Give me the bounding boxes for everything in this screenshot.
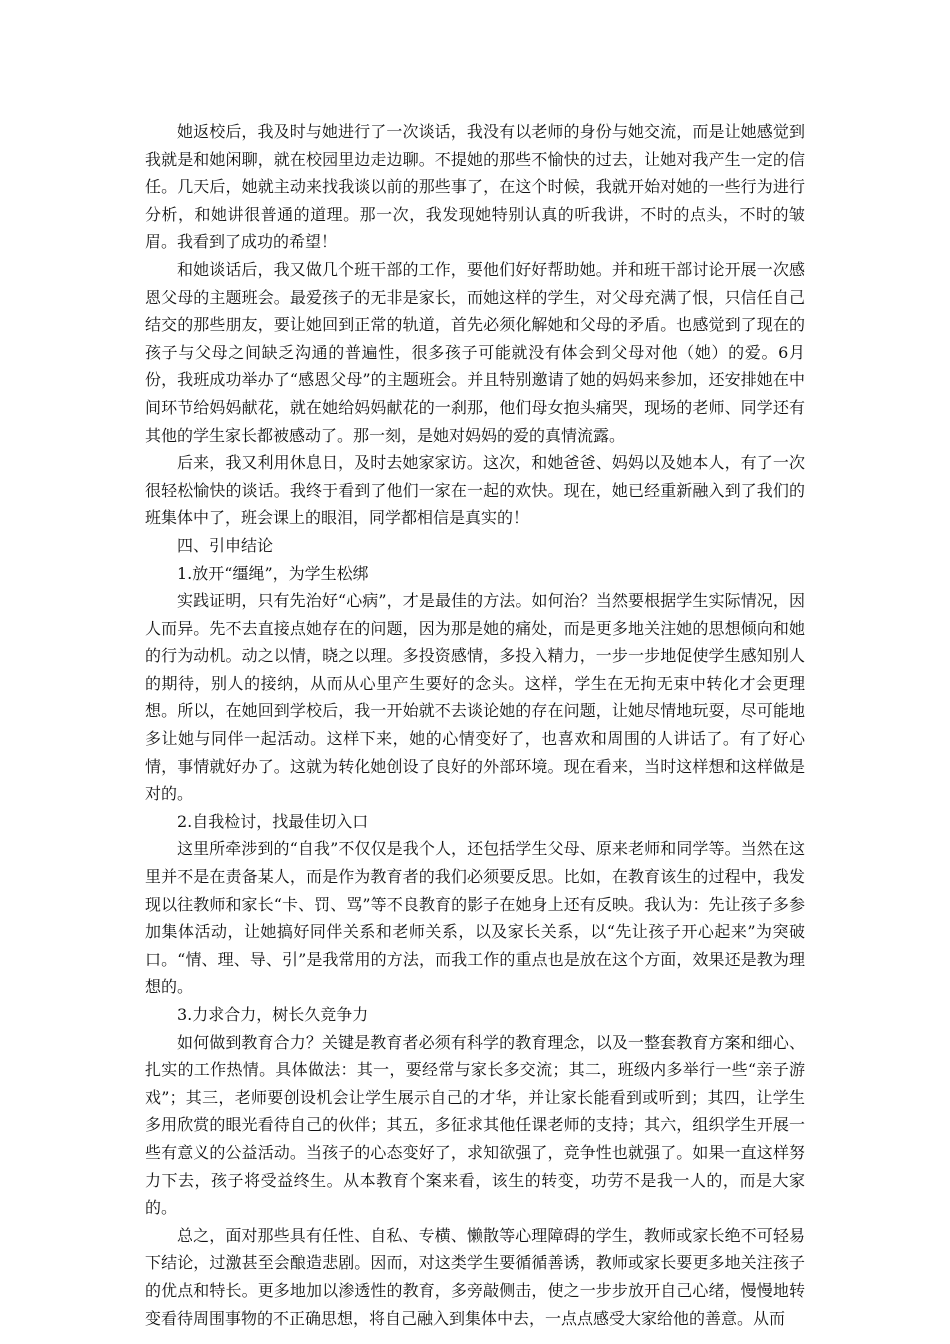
paragraph-class-meeting: 和她谈话后，我又做几个班干部的工作，要他们好好帮助她。并和班干部讨论开展一次感恩父母的主题班会。最爱孩子的无非是家长，而她这样的学生，对父母充满了恨，只信任自己结交的那些朋友，要让她回到正常的轨道，首先必须化解她和父母的矛盾。也感觉到了现在的孩子与父母之间缺乏沟通的普遍性，很多孩子可能就没有体会到父母对他（她）的爱。6月份，我班成功举办了“感恩父母”的主题班会。并且特别邀请了她的妈妈来参加，还安排她在中间环节给妈妈献花，就在她给妈妈献花的一刹那，他们母女抱头痛哭，现场的老师、同学还有其他的学生家长都被感动了。那一刻，是她对妈妈的爱的真情流露。 xyxy=(145,259,805,445)
subheading-3: 3.力求合力，树长久竞争力 xyxy=(177,1005,369,1024)
paragraph-home-visit: 后来，我又利用休息日，及时去她家家访。这次，和她爸爸、妈妈以及她本人，有了一次很轻松愉快的谈话。我终于看到了他们一家在一起的欢快。现在，她已经重新融入到了我们的班集体中了，班会课上的眼泪，同学都相信是真实的！ xyxy=(145,453,805,528)
paragraph-self-review: 这里所牵涉到的“自我”不仅仅是我个人，还包括学生父母、原来老师和同学等。当然在这里并不是在责备某人，而是作为教育者的我们必须要反思。比如，在教育该生的过程中，我发现以往教师和家长“卡、罚、骂”等不良教育的影子在她身上还有反映。我认为：先让孩子多参加集体活动，让她搞好同伴关系和老师关系，以及家长关系，以“先让孩子开心起来”为突破口。“情、理、导、引”是我常用的方法，而我工作的重点也是放在这个方面，效果还是教为理想的。 xyxy=(145,839,805,997)
paragraph-practice-proves: 实践证明，只有先治好“心病”，才是最佳的方法。如何治？当然要根据学生实际情况，因人而异。先不去直接点她存在的问题，因为那是她的痛处，而是更多地关注她的思想倾向和她的行为动机。动之以情，晓之以理。多投资感情，多投入精力，一步一步地促使学生感知别人的期待，别人的接纳，从而从心里产生要好的念头。这样，学生在无拘无束中转化才会更理想。所以，在她回到学校后，我一开始就不去谈论她的存在问题，让她尽情地玩耍，尽可能地多让她与同伴一起活动。这样下来，她的心情变好了，也喜欢和周围的人讲话了。有了好心情，事情就好办了。这就为转化她创设了良好的外部环境。现在看来，当时这样想和这样做是对的。 xyxy=(145,591,805,804)
document-body xyxy=(145,118,805,1332)
subheading-2: 2.自我检讨，找最佳切入口 xyxy=(177,811,369,831)
subheading-1: 1.放开“缰绳”，为学生松绑 xyxy=(177,563,369,583)
paragraph-summary: 总之，面对那些具有任性、自私、专横、懒散等心理障碍的学生，教师或家长绝不可轻易下结论，过激甚至会酿造悲剧。因而，对这类学生要循循善诱，教师或家长要更多地关注孩子的优点和特长。更多地加以渗透性的教育，多旁敲侧击，使之一步步放开自己心绪，慢慢地转变看待周围事物的不正确思想，将自己融入到集体中去，一点点感受大家给他的善意。从而 xyxy=(145,1225,805,1328)
paragraph-return-to-school: 她返校后，我及时与她进行了一次谈话，我没有以老师的身份与她交流，而是让她感觉到我就是和她闲聊，就在校园里边走边聊。不提她的那些不愉快的过去，让她对我产生一定的信任。几天后，她就主动来找我谈以前的那些事了，在这个时候，我就开始对她的一些行为进行分析，和她讲很普通的道理。那一次，我发现她特别认真的听我讲，不时的点头，不时的皱眉。我看到了成功的希望！ xyxy=(145,122,805,252)
section-heading-conclusion: 四、引申结论 xyxy=(177,535,274,555)
paragraph-joint-effort: 如何做到教育合力？关键是教育者必须有科学的教育理念，以及一整套教育方案和细心、扎实的工作热情。具体做法：其一，要经常与家长多交流；其二，班级内多举行一些“亲子游戏”；其三，老师要创设机会让学生展示自己的才华，并让家长能看到或听到；其四，让学生多用欣赏的眼光看待自己的伙伴；其五，多征求其他任课老师的支持；其六，组织学生开展一些有意义的公益活动。当孩子的心态变好了，求知欲强了，竞争性也就强了。如果一直这样努力下去，孩子将受益终生。从本教育个案来看，该生的转变，功劳不是我一人的，而是大家的。 xyxy=(145,1032,805,1218)
